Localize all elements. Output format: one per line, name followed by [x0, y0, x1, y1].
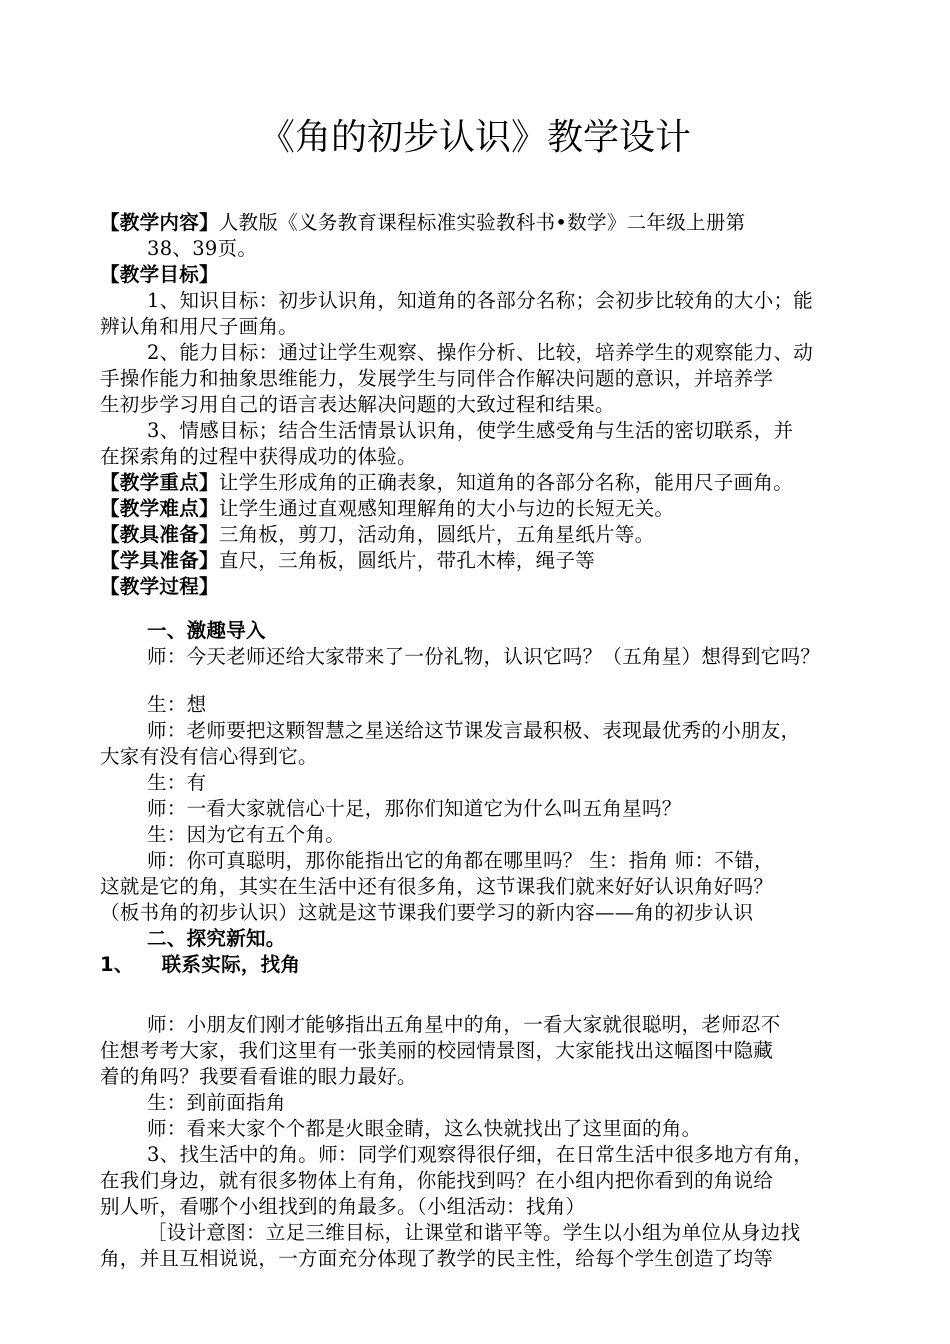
section-1-heading: 一、激趣导入: [147, 619, 266, 642]
section-1-paragraph: 生：有: [147, 771, 207, 794]
design-intent-paragraph: 角，并且互相说说，一方面充分体现了教学的民主性，给每个学生创造了均等: [100, 1247, 774, 1270]
section-2-paragraph: 着的角吗？我要看看谁的眼力最好。: [100, 1065, 417, 1088]
section-1-paragraph: 师：一看大家就信心十足，那你们知道它为什么叫五角星吗？: [147, 797, 682, 820]
goal-3-line-cont: 在探索角的过程中获得成功的体验。: [100, 445, 417, 468]
goal-1-line: 1、知识目标：初步认识角，知道角的各部分名称；会初步比较角的大小；能: [147, 289, 814, 312]
key-point-line: [100, 470, 793, 496]
section-1-paragraph: 生：因为它有五个角。: [147, 823, 346, 846]
key-point-text: 让学生形成角的正确表象，知道角的各部分名称，能用尺子画角。: [218, 471, 794, 494]
section-1-paragraph: 大家有没有信心得到它。: [100, 745, 318, 768]
goal-2-line-cont2: 生初步学习用自己的语言表达解决问题的大致过程和结果。: [100, 393, 615, 416]
subsection-1-number: 1、: [100, 953, 134, 976]
section-2-paragraph: 别人听，看哪个小组找到的角最多。（小组活动：找角）: [100, 1195, 586, 1218]
section-2-paragraph: 3、找生活中的角。师：同学们观察得很仔细，在日常生活中很多地方有角，: [147, 1143, 814, 1166]
teaching-content-line: [100, 210, 745, 236]
document-title: 《角的初步认识》教学设计: [258, 117, 691, 158]
subsection-1-heading: [100, 952, 300, 978]
subsection-1-title: 联系实际，找角: [161, 953, 301, 976]
section-2-paragraph: 师：小朋友们刚才能够指出五角星中的角，一看大家就很聪明，老师忍不: [147, 1013, 781, 1036]
difficulty-label: 【教学难点】: [100, 497, 219, 520]
student-tools-text: 直尺，三角板，圆纸片，带孔木棒，绳子等: [218, 549, 596, 572]
section-1-paragraph: 师：今天老师还给大家带来了一份礼物，认识它吗？（五角星）想得到它吗？: [147, 645, 821, 668]
difficulty-text: 让学生通过直观感知理解角的大小与边的长短无关。: [218, 497, 675, 520]
student-tools-line: [100, 548, 595, 574]
section-2-heading: 二、探究新知。: [147, 927, 286, 950]
section-1-paragraph: （板书角的初步认识）这就是这节课我们要学习的新内容——角的初步认识: [100, 901, 754, 924]
teaching-content-text: 人教版《义务教育课程标准实验教科书•数学》二年级上册第: [218, 211, 746, 234]
goal-1-line-cont: 辨认角和用尺子画角。: [100, 315, 299, 338]
section-1-paragraph: 这就是它的角，其实在生活中还有很多角，这节课我们就来好好认识角好吗？: [100, 875, 774, 898]
section-1-paragraph: 师：你可真聪明，那你能指出它的角都在哪里吗？ 生：指角 师：不错，: [147, 849, 774, 872]
section-2-paragraph: 师：看来大家个个都是火眼金睛，这么快就找出了这里面的角。: [147, 1117, 702, 1140]
teacher-tools-line: [100, 522, 654, 548]
section-2-paragraph: 在我们身边，就有很多物体上有角，你能找到吗？在小组内把你看到的角说给: [100, 1169, 774, 1192]
difficulty-line: [100, 496, 674, 522]
section-2-paragraph: 生：到前面指角: [147, 1091, 286, 1114]
teaching-content-text-cont: 38、39页。: [147, 237, 258, 260]
goal-3-line: 3、情感目标；结合生活情景认识角，使学生感受角与生活的密切联系，并: [147, 419, 794, 442]
teacher-tools-text: 三角板，剪刀，活动角，圆纸片，五角星纸片等。: [218, 523, 655, 546]
teaching-content-label: 【教学内容】: [100, 211, 219, 234]
goal-2-line: 2、能力目标：通过让学生观察、操作分析、比较，培养学生的观察能力、动: [147, 341, 814, 364]
key-point-label: 【教学重点】: [100, 471, 219, 494]
teacher-tools-label: 【教具准备】: [100, 523, 219, 546]
section-1-paragraph: 生：想: [147, 693, 207, 716]
teaching-goals-label: 【教学目标】: [100, 263, 219, 286]
section-1-paragraph: 师：老师要把这颗智慧之星送给这节课发言最积极、表现最优秀的小朋友，: [147, 719, 801, 742]
teaching-process-label: 【教学过程】: [100, 575, 219, 598]
goal-2-line-cont: 手操作能力和抽象思维能力，发展学生与同伴合作解决问题的意识，并培养学: [100, 367, 774, 390]
student-tools-label: 【学具准备】: [100, 549, 219, 572]
section-2-paragraph: 住想考考大家，我们这里有一张美丽的校园情景图，大家能找出这幅图中隐藏: [100, 1039, 774, 1062]
design-intent-paragraph: ［设计意图：立足三维目标，让课堂和谐平等。学生以小组为单位从身边找: [147, 1221, 801, 1244]
